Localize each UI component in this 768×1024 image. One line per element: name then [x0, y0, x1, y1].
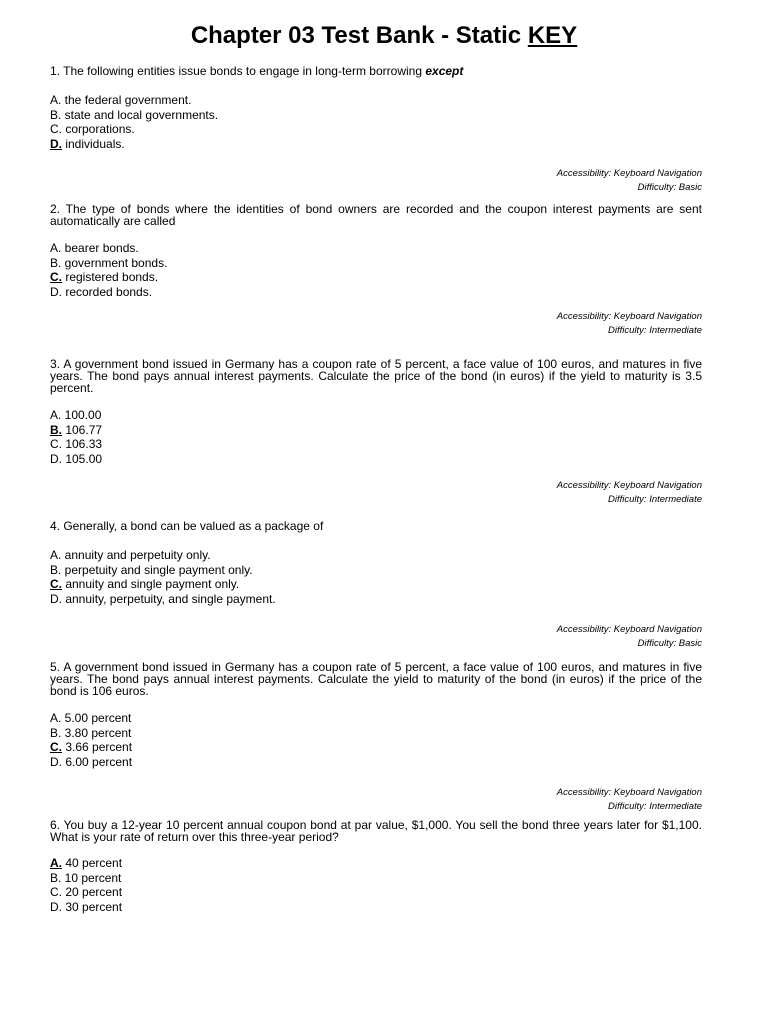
option-text: 106.77: [62, 422, 103, 437]
option-b: [50, 871, 122, 886]
option-letter: A.: [50, 93, 62, 107]
option-letter: C.: [50, 122, 62, 137]
accessibility-note: Accessibility: Keyboard Navigation: [556, 787, 702, 798]
option-letter: D.: [50, 451, 62, 466]
option-text: 106.33: [62, 437, 103, 452]
option-text: 100.00: [61, 408, 102, 422]
option-c: [50, 270, 167, 285]
option-text: corporations.: [62, 122, 135, 137]
option-letter: B.: [50, 107, 62, 122]
option-d: [50, 900, 122, 915]
question-1-options: [50, 93, 218, 151]
option-letter: C.: [50, 885, 62, 900]
difficulty-note: Difficulty: Intermediate: [608, 325, 702, 336]
option-d: [50, 592, 276, 607]
question-5-meta: [557, 786, 702, 814]
correct-option-letter: B.: [50, 422, 62, 437]
question-3-meta: [557, 479, 702, 507]
option-text: 10 percent: [61, 870, 122, 885]
option-c: [50, 885, 122, 900]
option-text: 40 percent: [62, 856, 123, 870]
option-text: 30 percent: [62, 899, 123, 914]
correct-option-letter: C.: [50, 740, 62, 755]
option-c: [50, 740, 132, 755]
difficulty-note: Difficulty: Basic: [637, 638, 702, 649]
option-d: [50, 137, 218, 152]
option-text: bearer bonds.: [61, 241, 139, 255]
page-title-text: Chapter 03 Test Bank - Static: [190, 22, 522, 49]
question-5-stem: 5. A government bond issued in Germany has a coupon rate of 5 percent, a face value of 100 euros, and matures in five years. The bond pays annual interest payments. Calculate the yield to maturity of the bond (in euros) if the price of the bond is 106 euros.: [50, 660, 702, 698]
option-text: the federal government.: [61, 93, 192, 107]
option-text: annuity, perpetuity, and single payment.: [62, 591, 276, 606]
option-text: recorded bonds.: [62, 284, 153, 299]
option-d: [50, 755, 132, 770]
option-c: [50, 437, 102, 452]
option-letter: D.: [50, 591, 62, 606]
option-text: registered bonds.: [62, 270, 159, 285]
question-1-meta: [557, 167, 702, 195]
option-letter: D.: [50, 899, 62, 914]
option-a: [50, 711, 132, 726]
option-d: [50, 452, 102, 467]
difficulty-note: Difficulty: Basic: [637, 182, 702, 193]
option-a: [50, 408, 102, 423]
question-6-stem: 6. You buy a 12-year 10 percent annual coupon bond at par value, $1,000. You sell the bond three years later for $1,100. What is your rate of return over this three-year period?: [50, 818, 702, 844]
page-title: [0, 20, 768, 52]
question-6-options: [50, 856, 122, 914]
accessibility-note: Accessibility: Keyboard Navigation: [556, 168, 702, 179]
option-text: 5.00 percent: [61, 711, 132, 725]
question-1-stem: [50, 65, 702, 77]
option-letter: D.: [50, 284, 62, 299]
option-text: perpetuity and single payment only.: [61, 562, 253, 577]
option-letter: A.: [50, 408, 62, 422]
option-c: [50, 577, 276, 592]
option-b: [50, 256, 167, 271]
accessibility-note: Accessibility: Keyboard Navigation: [556, 480, 702, 491]
correct-option-letter: C.: [50, 270, 62, 285]
option-text: annuity and single payment only.: [62, 577, 240, 592]
option-letter: B.: [50, 870, 62, 885]
option-text: annuity and perpetuity only.: [61, 548, 211, 562]
question-2-options: [50, 241, 167, 299]
question-4-meta: [557, 623, 702, 651]
question-3-stem: 3. A government bond issued in Germany has a coupon rate of 5 percent, a face value of 100 euros, and matures in five years. The bond pays annual interest payments. Calculate the price of the bond (in euros) if the yield to maturity is 3.5 percent.: [50, 357, 702, 395]
option-a: [50, 93, 218, 108]
question-5-options: [50, 711, 132, 769]
option-letter: A.: [50, 548, 62, 562]
option-letter: D.: [50, 754, 62, 769]
option-b: [50, 108, 218, 123]
option-text: 3.66 percent: [62, 740, 133, 755]
question-4-options: [50, 548, 276, 606]
option-letter: C.: [50, 437, 62, 452]
correct-option-letter: C.: [50, 577, 62, 592]
option-b: [50, 563, 276, 578]
question-stem-emphasis: except: [425, 64, 464, 78]
option-letter: A.: [50, 241, 62, 255]
question-4-stem: 4. Generally, a bond can be valued as a package of: [50, 519, 324, 533]
option-b: [50, 423, 102, 438]
difficulty-note: Difficulty: Intermediate: [608, 494, 702, 505]
option-text: state and local governments.: [61, 107, 219, 122]
correct-option-letter: D.: [50, 136, 62, 151]
difficulty-note: Difficulty: Intermediate: [608, 801, 702, 812]
option-text: 6.00 percent: [62, 754, 133, 769]
option-text: 20 percent: [62, 885, 123, 900]
option-b: [50, 726, 132, 741]
option-c: [50, 122, 218, 137]
question-stem-text: 1. The following entities issue bonds to engage in long-term borrowing: [50, 64, 422, 78]
accessibility-note: Accessibility: Keyboard Navigation: [556, 311, 702, 322]
option-a: [50, 241, 167, 256]
option-letter: B.: [50, 255, 62, 270]
option-text: individuals.: [62, 136, 125, 151]
option-a: [50, 856, 122, 871]
option-letter: A.: [50, 711, 62, 725]
option-text: 3.80 percent: [61, 725, 132, 740]
option-d: [50, 285, 167, 300]
page-title-key: KEY: [527, 22, 578, 49]
question-2-meta: [557, 310, 702, 338]
correct-option-letter: A.: [50, 856, 62, 870]
option-text: government bonds.: [61, 255, 168, 270]
option-a: [50, 548, 276, 563]
accessibility-note: Accessibility: Keyboard Navigation: [556, 624, 702, 635]
option-letter: B.: [50, 725, 62, 740]
option-letter: B.: [50, 562, 62, 577]
question-2-stem: 2. The type of bonds where the identities of bond owners are recorded and the coupon interest payments are sent automatically are called: [50, 202, 702, 228]
question-3-options: [50, 408, 102, 466]
option-text: 105.00: [62, 451, 103, 466]
